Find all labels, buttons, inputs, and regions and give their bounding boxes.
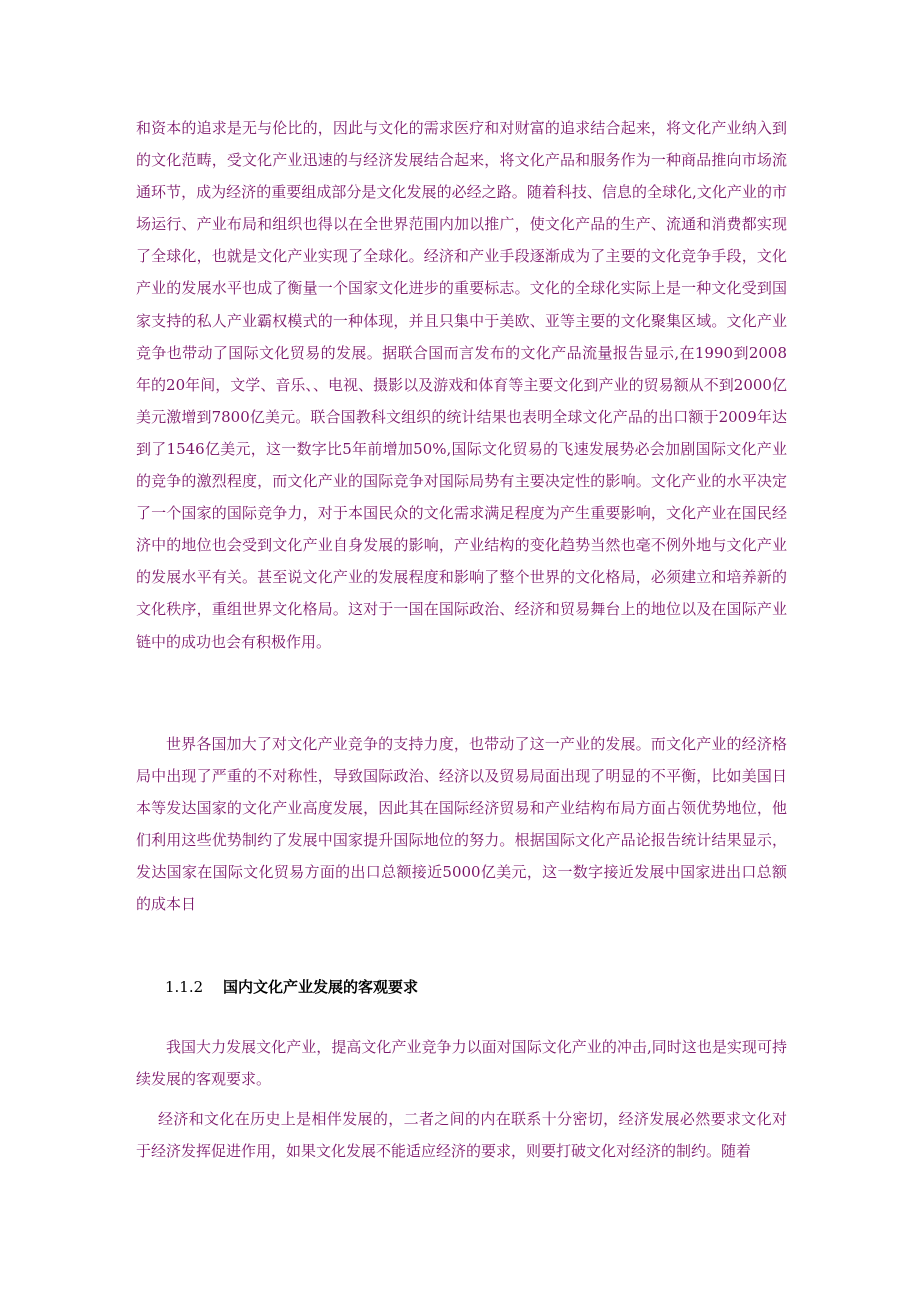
section-paragraph-1: 我国大力发展文化产业，提高文化产业竞争力以面对国际文化产业的冲击,同时这也是实现可持续发展的客观要求。 (136, 1038, 787, 1089)
body-paragraph-2: 世界各国加大了对文化产业竞争的支持力度，也带动了这一产业的发展。而文化产业的经济格局中出现了严重的不对称性，导致国际政治、经济以及贸易局面出现了明显的不平衡，比如美国日本等发达国家的文化产业高度发展，因此其在国际经济贸易和产业结构布局方面占领优势地位，他们利用这些优势制约了发展中国家提升国际地位的努力。根据国际文化产品论报告统计结果显示，发达国家在国际文化贸易方面的出口总额接近5000亿美元，这一数字接近发展中国家进出口总额的成本日 (136, 735, 787, 914)
section-heading (165, 975, 418, 999)
section-paragraph-2: 经济和文化在历史上是相伴发展的，二者之间的内在联系十分密切，经济发展必然要求文化对于经济发挥促进作用，如果文化发展不能适应经济的要求，则要打破文化对经济的制约。随着 (136, 1110, 787, 1161)
section-number: 1.1.2 (165, 978, 204, 996)
body-paragraph-1: 和资本的追求是无与伦比的，因此与文化的需求医疗和对财富的追求结合起来，将文化产业纳入到的文化范畴，受文化产业迅速的与经济发展结合起来，将文化产品和服务作为一种商品推向市场流通环节，成为经济的重要组成部分是文化发展的必经之路。随着科技、信息的全球化,文化产业的市场运行、产业布局和组织也得以在全世界范围内加以推广，使文化产品的生产、流通和消费都实现了全球化，也就是文化产业实现了全球化。经济和产业手段逐渐成为了主要的文化竞争手段，文化产业的发展水平也成了衡量一个国家文化进步的重要标志。文化的全球化实际上是一种文化受到国家支持的私人产业霸权模式的一种体现，并且只集中于美欧、亚等主要的文化聚集区域。文化产业竞争也带动了国际文化贸易的发展。据联合国而言发布的文化产品流量报告显示,在1990到2008年的20年间，文学、音乐、、电视、摄影以及游戏和体育等主要文化到产业的贸易额从不到2000亿美元激增到7800亿美元。联合国教科文组织的统计结果也表明全球文化产品的出口额于2009年达到了1546亿美元，这一数字比5年前增加50%,国际文化贸易的飞速发展势必会加剧国际文化产业的竞争的激烈程度，而文化产业的国际竞争对国际局势有主要决定性的影响。文化产业的水平决定了一个国家的国际竞争力，对于本国民众的文化需求满足程度为产生重要影响，文化产业在国民经济中的地位也会受到文化产业自身发展的影响，产业结构的变化趋势当然也毫不例外地与文化产业的发展水平有关。甚至说文化产业的发展程度和影响了整个世界的文化格局，必须建立和培养新的文化秩序，重组世界文化格局。这对于一国在国际政治、经济和贸易舞台上的地位以及在国际产业链中的成功也会有积极作用。 (136, 119, 787, 651)
section-title: 国内文化产业发展的客观要求 (223, 978, 419, 996)
